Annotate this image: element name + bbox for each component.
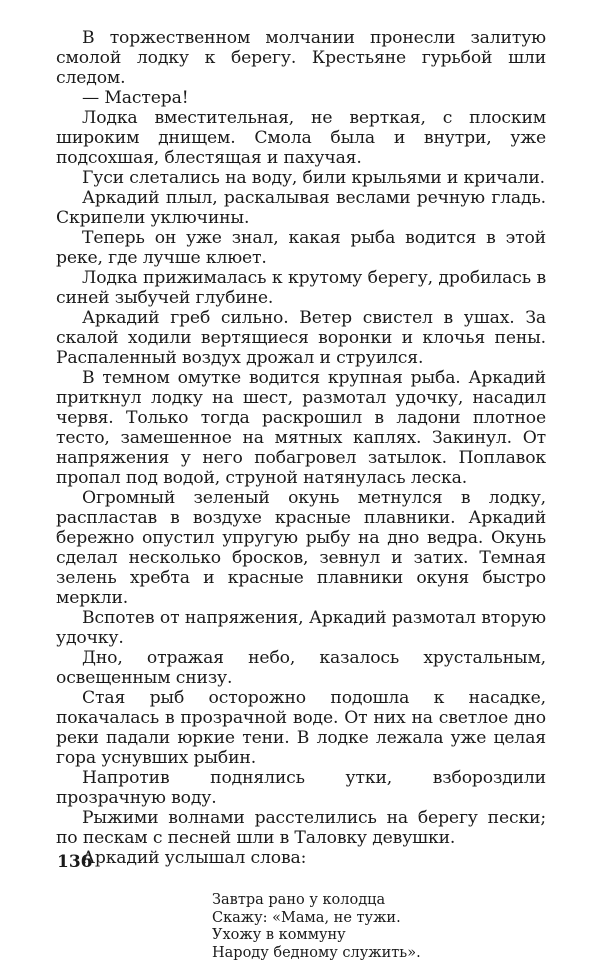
paragraph: Аркадий услышал слова:	[56, 848, 546, 868]
paragraph: — Мастера!	[56, 88, 546, 108]
page-text	[56, 28, 546, 962]
paragraph: Лодка прижималась к крутому берегу, дробилась в синей зыбучей глубине.	[56, 268, 546, 308]
paragraph: Аркадий греб сильно. Ветер свистел в ушах. За скалой ходили вертящиеся воронки и клочья пены. Распаленный воздух дрожал и струился.	[56, 308, 546, 368]
paragraph: Аркадий плыл, раскалывая веслами речную гладь. Скрипели уключины.	[56, 188, 546, 228]
paragraph: Вспотев от напряжения, Аркадий размотал вторую удочку.	[56, 608, 546, 648]
paragraph: Стая рыб осторожно подошла к насадке, покачалась в прозрачной воде. От них на светлое дно реки падали юркие тени. В лодке лежала уже целая гора уснувших рыбин.	[56, 688, 546, 768]
paragraph: В торжественном молчании пронесли залитую смолой лодку к берегу. Крестьяне гурьбой шли следом.	[56, 28, 546, 88]
paragraph: Лодка вместительная, не верткая, с плоским широким днищем. Смола была и внутри, уже подсохшая, блестящая и пахучая.	[56, 108, 546, 168]
paragraph: В темном омутке водится крупная рыба. Аркадий приткнул лодку на шест, размотал удочку, насадил червя. Только тогда раскрошил в ладони плотное тесто, замешенное на мятных каплях. Закинул. От напряжения у него побагровел затылок. Поплавок пропал под водой, струной натянулась леска.	[56, 368, 546, 488]
paragraph: Теперь он уже знал, какая рыба водится в этой реке, где лучше клюет.	[56, 228, 546, 268]
paragraph: Напротив поднялись утки, взбороздили прозрачную воду.	[56, 768, 546, 808]
paragraph: Рыжими волнами расстелились на берегу пески; по пескам с песней шли в Таловку девушки.	[56, 808, 546, 848]
verse-line: Скажу: «Мама, не тужи.	[212, 910, 546, 928]
verse-line: Завтра рано у колодца	[212, 892, 546, 910]
paragraph: Дно, отражая небо, казалось хрустальным, освещенным снизу.	[56, 648, 546, 688]
paragraph: Гуси слетались на воду, били крыльями и кричали.	[56, 168, 546, 188]
page-number: 136	[57, 852, 93, 872]
verse-block	[212, 892, 546, 962]
verse-line: Народу бедному служить».	[212, 945, 546, 962]
verse-line: Ухожу в коммуну	[212, 927, 546, 945]
paragraph: Огромный зеленый окунь метнулся в лодку, распластав в воздухе красные плавники. Аркадий бережно опустил упругую рыбу на дно ведра. Окунь сделал несколько бросков, зевнул и затих. Темная зелень хребта и красные плавники окуня быстро меркли.	[56, 488, 546, 608]
